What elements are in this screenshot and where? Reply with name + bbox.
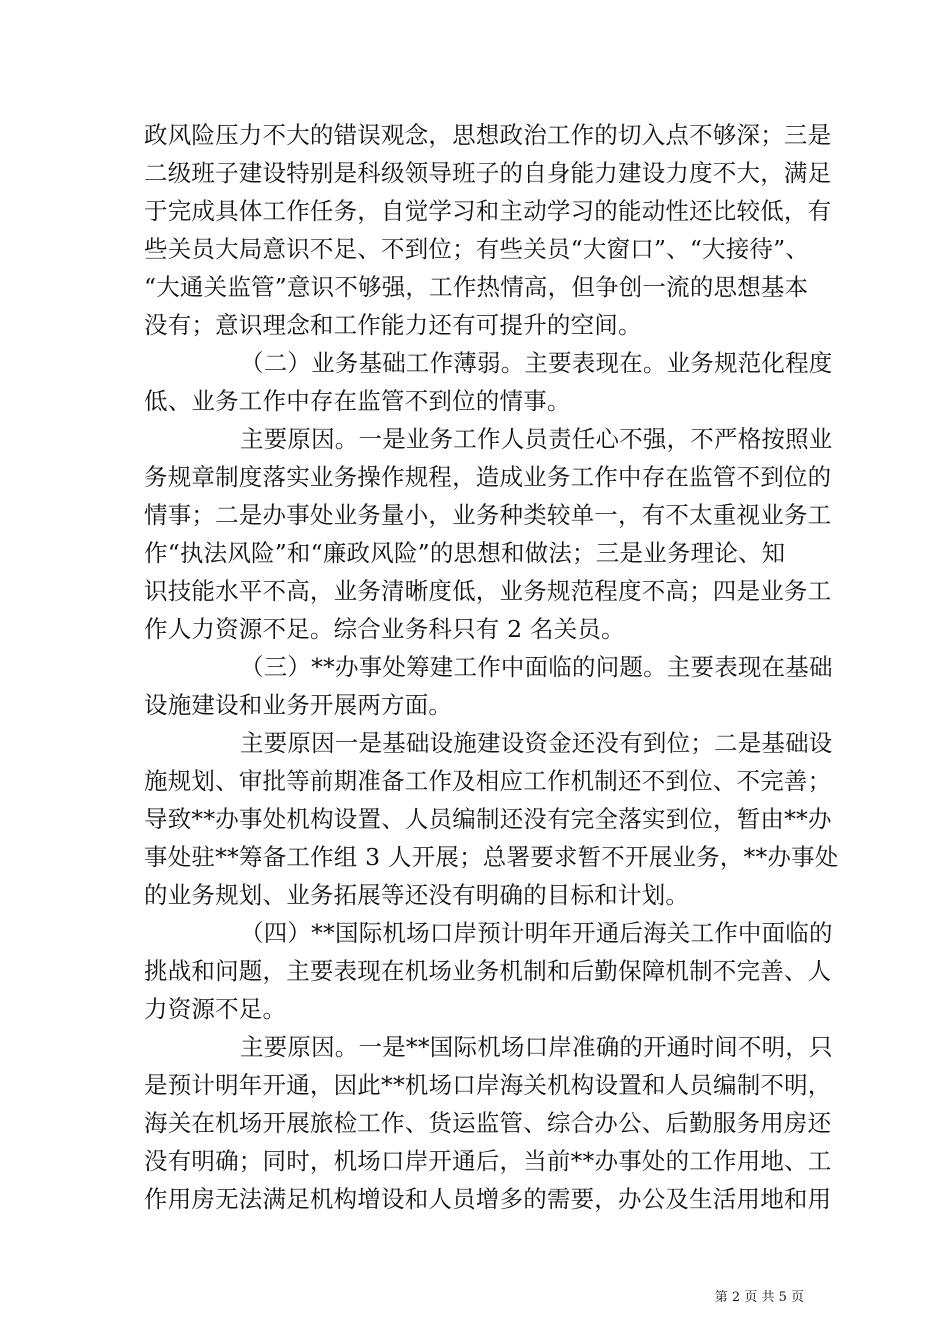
section-heading: （二）业务基础工作薄弱。主要表现在。业务规范化程度 xyxy=(240,349,833,377)
text-line: 设施建设和业务开展两方面。 xyxy=(144,691,453,719)
text-line: 没有；意识理念和工作能力还有可提升的空间。 xyxy=(144,311,642,339)
text-line: 作用房无法满足机构增设和人员增多的需要，办公及生活用地和用 xyxy=(144,1185,832,1213)
text-line: 务规章制度落实业务操作规程，造成业务工作中存在监管不到位的 xyxy=(144,463,832,491)
text-line: 作人力资源不足。综合业务科只有 2 名关员。 xyxy=(144,615,625,643)
text-line: 的业务规划、业务拓展等还没有明确的目标和计划。 xyxy=(144,881,690,909)
text-line: 海关在机场开展旅检工作、货运监管、综合办公、后勤服务用房还 xyxy=(144,1109,832,1137)
text-line: 于完成具体工作任务，自觉学习和主动学习的能动性还比较低，有 xyxy=(144,197,832,225)
text-line: 力资源不足。 xyxy=(144,995,287,1023)
text-line: 没有明确；同时，机场口岸开通后，当前**办事处的工作用地、工 xyxy=(144,1147,832,1175)
paragraph-start: 主要原因。一是**国际机场口岸准确的开通时间不明，只 xyxy=(240,1033,833,1061)
text-line: 挑战和问题，主要表现在机场业务机制和后勤保障机制不完善、人 xyxy=(144,957,832,985)
section-heading: （三）**办事处筹建工作中面临的问题。主要表现在基础 xyxy=(240,653,833,681)
paragraph-start: 主要原因。一是业务工作人员责任心不强，不严格按照业 xyxy=(240,425,833,453)
text-line: 二级班子建设特别是科级领导班子的自身能力建设力度不大，满足 xyxy=(144,159,832,187)
text-line: 是预计明年开通，因此**机场口岸海关机构设置和人员编制不明， xyxy=(144,1071,832,1099)
section-heading: （四）**国际机场口岸预计明年开通后海关工作中面临的 xyxy=(240,919,833,947)
text-line: 情事；二是办事处业务量小，业务种类较单一，有不太重视业务工 xyxy=(144,501,832,529)
paragraph-start: 主要原因一是基础设施建设资金还没有到位；二是基础设 xyxy=(240,729,833,757)
text-line: 施规划、审批等前期准备工作及相应工作机制还不到位、不完善； xyxy=(144,767,832,795)
text-line: 导致**办事处机构设置、人员编制还没有完全落实到位，暂由**办 xyxy=(144,805,832,833)
page-number: 第 2 页 共 5 页 xyxy=(714,1290,804,1305)
text-line: 识技能水平不高，业务清晰度低，业务规范程度不高；四是业务工 xyxy=(144,577,832,605)
text-line: “大通关监管”意识不够强，工作热情高，但争创一流的思想基本 xyxy=(144,273,809,301)
text-line: 些关员大局意识不足、不到位；有些关员“大窗口”、“大接待”、 xyxy=(144,235,810,263)
text-line: 作“执法风险”和“廉政风险”的思想和做法；三是业务理论、知 xyxy=(144,539,786,567)
text-line: 低、业务工作中存在监管不到位的情事。 xyxy=(144,387,571,415)
text-line: 政风险压力不大的错误观念，思想政治工作的切入点不够深；三是 xyxy=(144,121,832,149)
text-line: 事处驻**筹备工作组 3 人开展；总署要求暂不开展业务，**办事处 xyxy=(144,843,839,871)
